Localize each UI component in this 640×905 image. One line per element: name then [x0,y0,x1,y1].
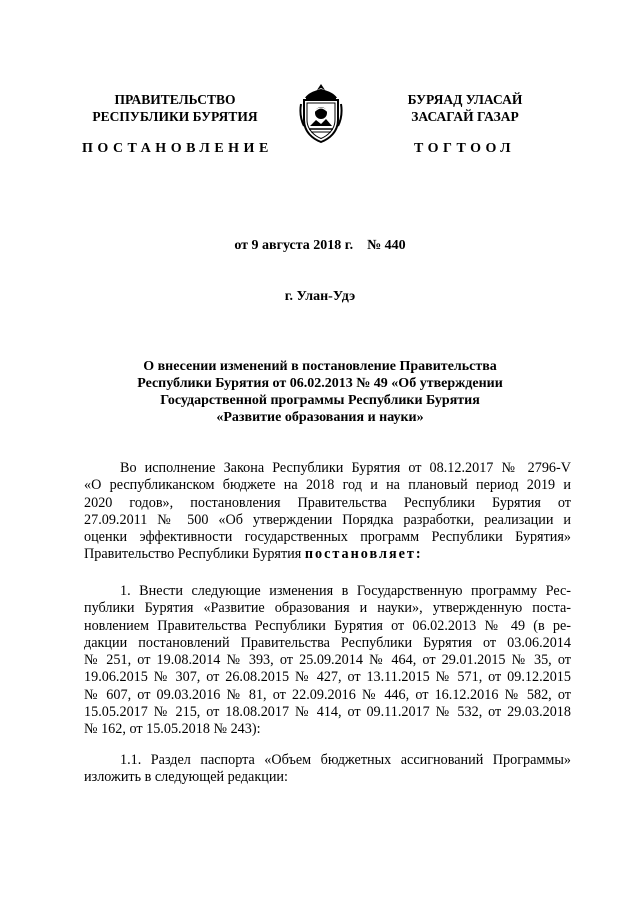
title-line: «Развитие образования и науки» [216,410,424,425]
para-text: Правительство Республики Бурятия [84,546,305,563]
document-date: от 9 августа 2018 г. [234,238,354,253]
para-line: Во исполнение Закона Республики Бурятия от 08.12.2017 № 2796-V [120,460,571,476]
header-right-line1: БУРЯАД УЛАСАЙ [407,92,523,107]
para-line: новлением Правительства Республики Бурятия от 06.02.2013 № 49 (в ре- [84,617,571,634]
document-title [100,358,540,426]
header-left-line2: РЕСПУБЛИКИ БУРЯТИЯ [92,109,258,124]
para-line: 2020 годов», постановления Правительства Республики Бурятия от [84,494,571,511]
para-line: оценки эффективности государственных программ Республики Бурятия» [84,529,571,546]
para-line: 15.05.2017 № 215, от 18.08.2017 № 414, от 09.11.2017 № 532, от 29.03.2018 [84,704,571,721]
doctype-right: ТОГТООЛ [414,141,516,156]
para-line: изложить в следующей редакции: [84,769,288,786]
title-line: О внесении изменений в постановление Правительства [143,359,497,374]
document-city: г. Улан-Удэ [284,289,356,304]
paragraph-item-1 [84,583,571,739]
para-line: дакции постановлений Правительства Республики Бурятия от 03.06.2014 [84,634,571,651]
doctype-left: ПОСТАНОВЛЕНИЕ [82,141,273,156]
para-line [84,546,571,563]
para-line: 1.1. Раздел паспорта «Объем бюджетных ассигнований Программы» [120,752,571,768]
para-line: № 162, от 15.05.2018 № 243): [84,721,261,738]
resolves-keyword: постановляет: [304,546,423,563]
paragraph-preamble [84,460,571,564]
para-line: № 607, от 09.03.2016 № 81, от 22.09.2016 № 446, от 16.12.2016 № 582, от [84,686,571,703]
para-line: публики Бурятия «Развитие образования и науки», утвержденную поста- [84,600,571,617]
title-line: Республики Бурятия от 06.02.2013 № 49 «Об утверждении [137,376,503,391]
header-right-line2: ЗАСАГАЙ ГАЗАР [411,109,519,124]
title-line: Государственной программы Республики Бурятия [160,393,480,408]
paragraph-item-1-1 [84,752,571,787]
para-line: 27.09.2011 № 500 «Об утверждении Порядка разработки, реализации и [84,511,571,528]
header-right-org [365,91,565,125]
document-number: № 440 [367,238,406,253]
para-line: 1. Внести следующие изменения в Государственную программу Рес- [120,583,571,599]
coat-of-arms-emblem [298,82,344,144]
date-number-line [0,237,640,255]
para-line: 19.06.2015 № 307, от 26.08.2015 № 427, от 13.11.2015 № 571, от 09.12.2015 [84,669,571,686]
para-line: № 251, от 19.08.2014 № 393, от 25.09.2014 № 464, от 29.01.2015 № 35, от [84,652,571,669]
para-line: «О республиканском бюджете на 2018 год и на плановый период 2019 и [84,477,571,494]
header-left-org [70,91,280,125]
header-left-line1: ПРАВИТЕЛЬСТВО [114,92,236,107]
